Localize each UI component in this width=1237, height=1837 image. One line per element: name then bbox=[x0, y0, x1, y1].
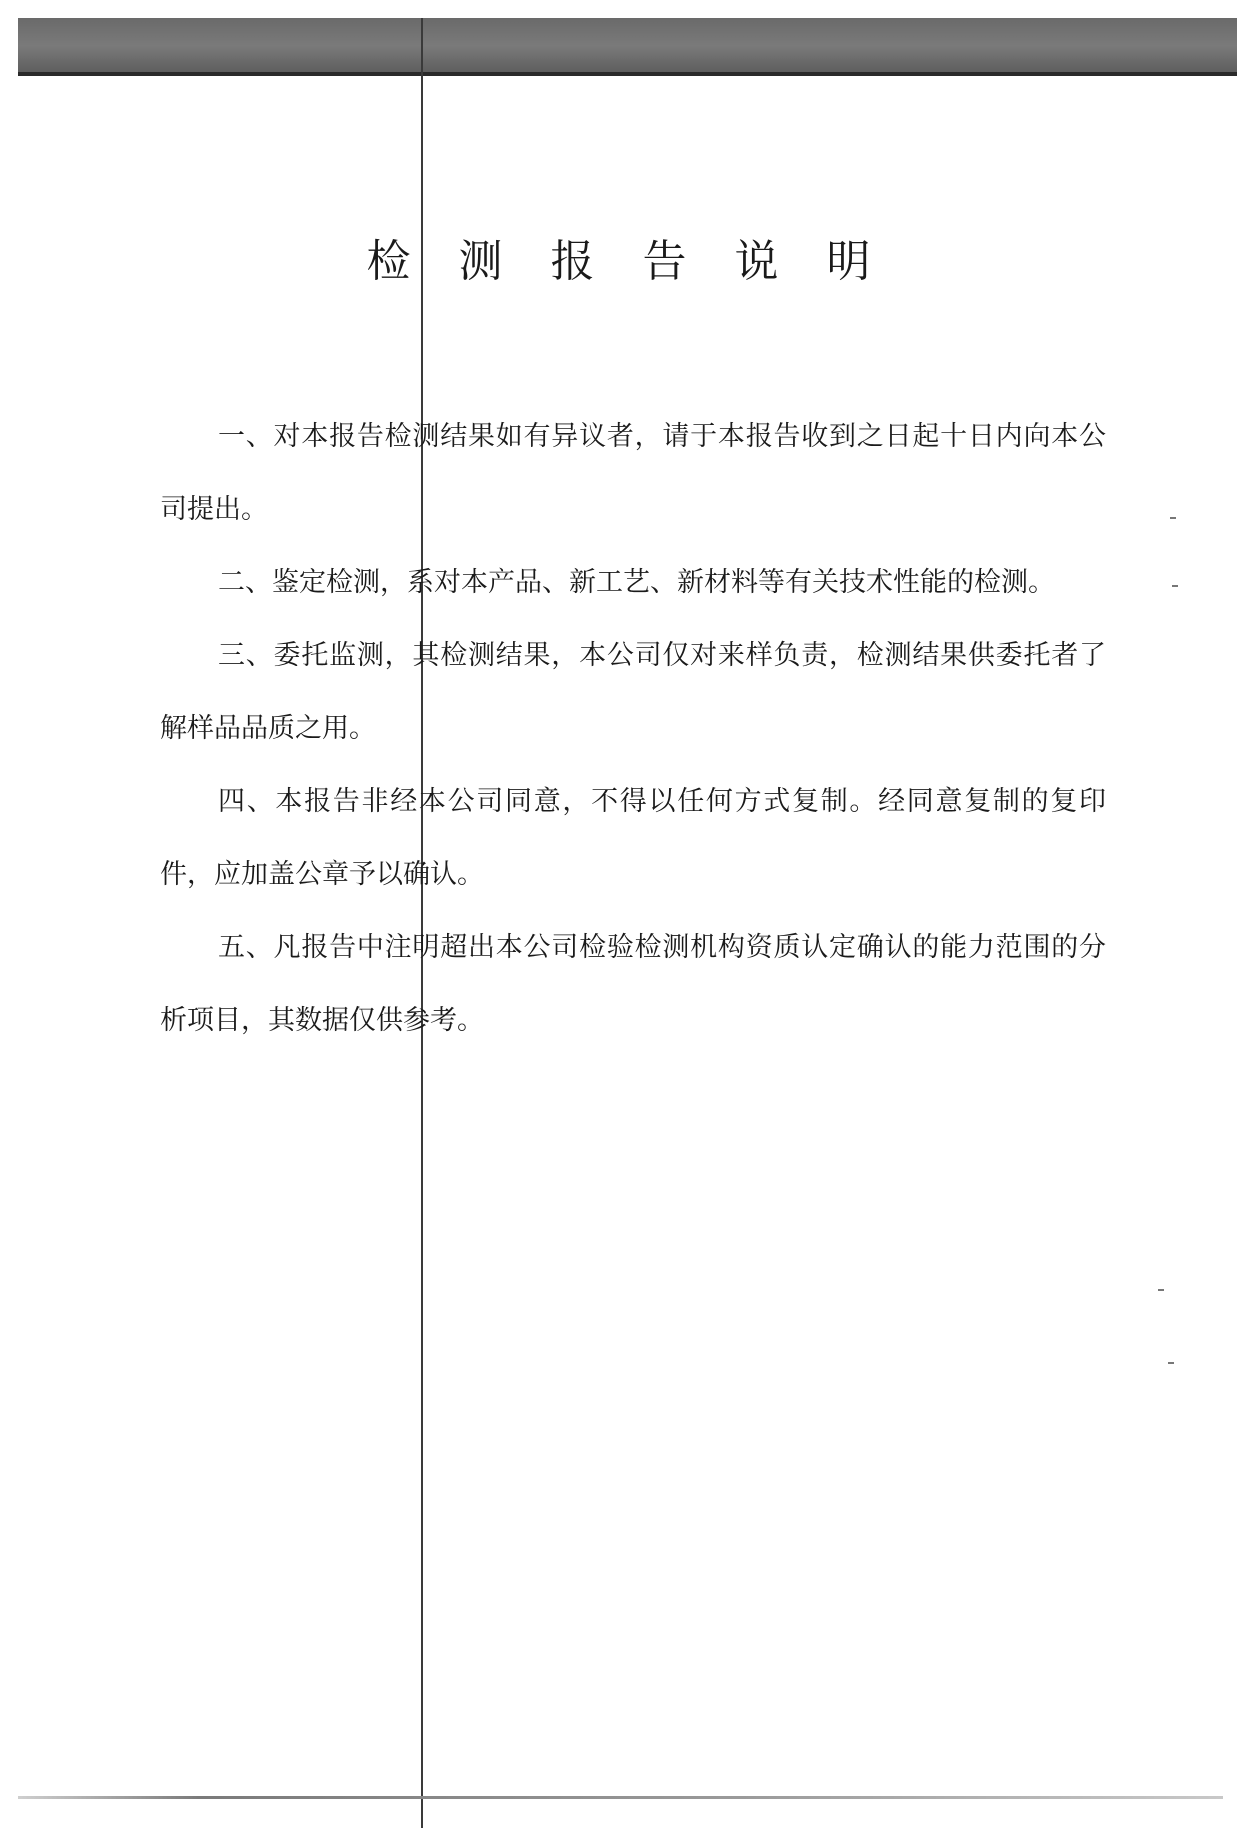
clause-3: 三、委托监测，其检测结果，本公司仅对来样负责，检测结果供委托者了解样品品质之用。 bbox=[160, 640, 1106, 744]
clause-4: 四、本报告非经本公司同意，不得以任何方式复制。经同意复制的复印件，应加盖公章予以确认。 bbox=[160, 786, 1106, 890]
scan-speck bbox=[1158, 1289, 1164, 1291]
scan-speck bbox=[1172, 585, 1178, 587]
scan-top-band bbox=[18, 18, 1237, 74]
clause-5: 五、凡报告中注明超出本公司检验检测机构资质认定确认的能力范围的分析项目，其数据仅供参考。 bbox=[160, 932, 1106, 1036]
clause-2: 二、鉴定检测，系对本产品、新工艺、新材料等有关技术性能的检测。 bbox=[218, 567, 1055, 598]
scan-speck bbox=[1170, 517, 1176, 519]
scan-speck bbox=[1168, 1362, 1174, 1364]
clause-list bbox=[160, 400, 1106, 1057]
clause-1: 一、对本报告检测结果如有异议者，请于本报告收到之日起十日内向本公司提出。 bbox=[160, 421, 1106, 525]
scan-top-band-edge bbox=[18, 72, 1237, 76]
bottom-rule bbox=[18, 1796, 1223, 1799]
page-title: 检测报告说明 bbox=[366, 236, 919, 287]
